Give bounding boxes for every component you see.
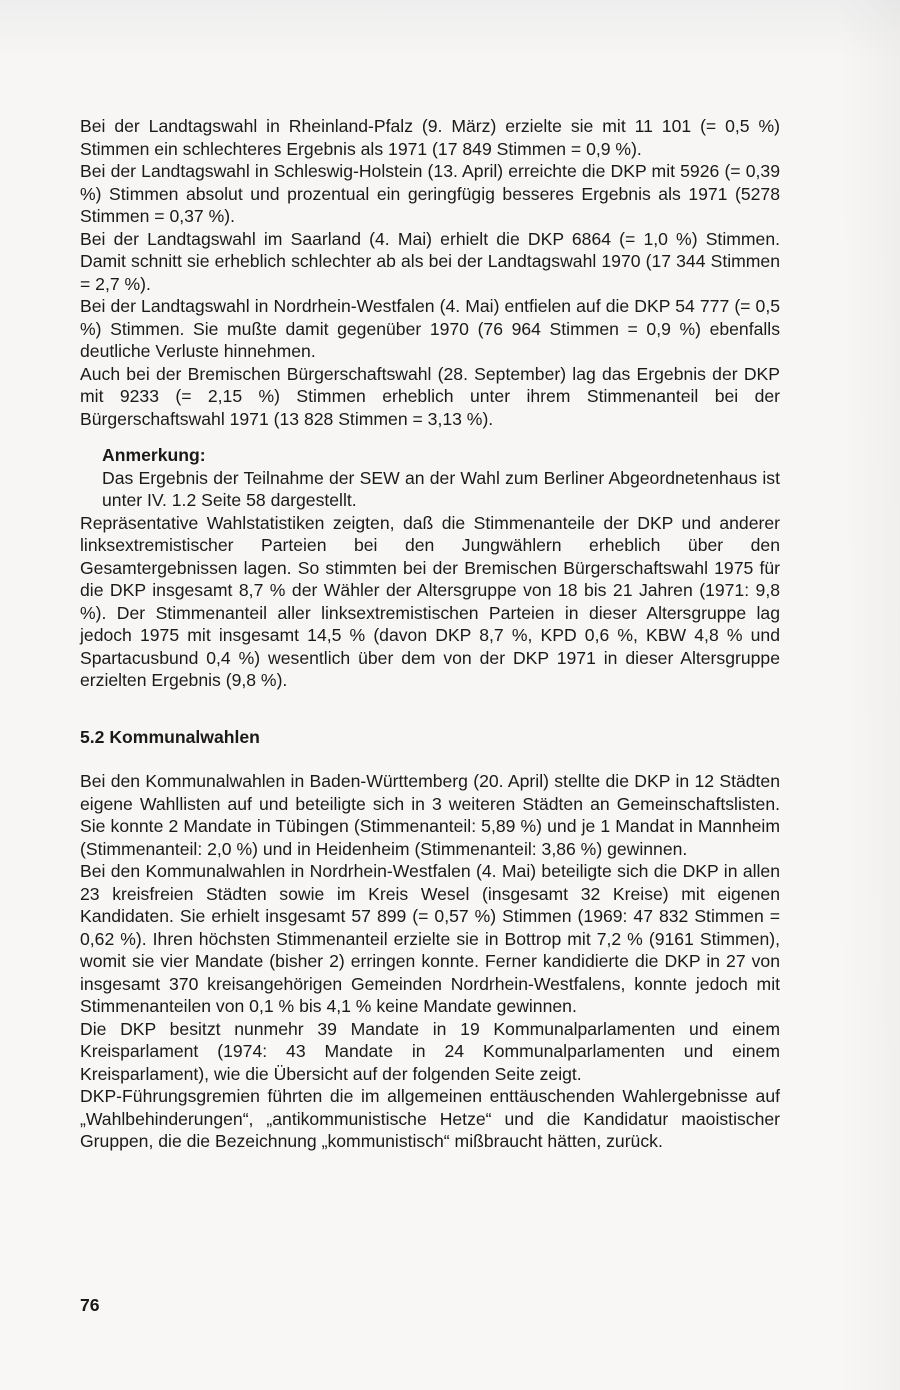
paragraph-fuehrungsgremien: DKP-Führungsgremien führten die im allgemeinen enttäuschenden Wahlergebnisse auf „Wahlbehinderungen“, „antikommunistische Hetze“ und die Kandidatur maoistischer Gruppen, die die Bezeichnung „kommunistisch“ mißbraucht hätten, zurück. — [80, 1086, 780, 1151]
note-text: Das Ergebnis der Teilnahme der SEW an der Wahl zum Berliner Abgeordnetenhaus ist unter IV. 1.2 Seite 58 dargestellt. — [102, 467, 780, 510]
section-heading: 5.2 Kommunalwahlen — [80, 726, 260, 747]
page-number: 76 — [80, 1295, 100, 1315]
paragraph-baden-wuerttemberg: Bei den Kommunalwahlen in Baden-Württemberg (20. April) stellte die DKP in 12 Städten eigene Wahllisten auf und beteiligte sich in 3 weiteren Städten an Gemeinschaftslisten. Sie konnte 2 Mandate in Tübingen (Stimmenanteil: 5,89 %) und je 1 Mandat in Mannheim (Stimmenanteil: 2,0 %) und in Heidenheim (Stimmenanteil: 3,86 %) gewinnen. — [80, 771, 780, 859]
scan-shadow — [840, 0, 900, 1390]
paragraph-nordrhein-westfalen: Bei der Landtagswahl in Nordrhein-Westfalen (4. Mai) entfielen auf die DKP 54 777 (= 0,5 %) Stimmen. Sie mußte damit gegenüber 1970 (76 964 Stimmen = 0,9 %) ebenfalls deutliche Verluste hinnehmen. — [80, 296, 780, 361]
paragraph-wahlstatistiken: Repräsentative Wahlstatistiken zeigten, daß die Stimmenanteile der DKP und anderer linksextremistischer Parteien bei den Jungwählern erheblich über den Gesamtergebnissen lagen. So stimmten bei der Bremischen Bürgerschaftswahl 1975 für die DKP insgesamt 8,7 % der Wähler der Altersgruppe von 18 bis 21 Jahren (1971: 9,8 %). Der Stimmenanteil aller linksextremistischen Parteien in dieser Altersgruppe lag jedoch 1975 mit insgesamt 14,5 % (davon DKP 8,7 %, KPD 0,6 %, KBW 4,8 % und Spartacusbund 0,4 %) wesentlich über dem von der DKP 1971 in dieser Altersgruppe erzielten Ergebnis (9,8 %). — [80, 512, 780, 690]
document-body — [80, 115, 780, 1153]
paragraph-bremen: Auch bei der Bremischen Bürgerschaftswahl (28. September) lag das Ergebnis der DKP mit 9233 (= 2,15 %) Stimmen erheblich unter ihrem Stimmenanteil bei der Bürgerschaftswahl 1971 (13 828 Stimmen = 3,13 %). — [80, 363, 780, 429]
note-title: Anmerkung: — [102, 445, 206, 465]
paragraph-rheinland-pfalz: Bei der Landtagswahl in Rheinland-Pfalz (9. März) erzielte sie mit 11 101 (= 0,5 %) Stimmen ein schlechteres Ergebnis als 1971 (17 849 Stimmen = 0,9 %). — [80, 116, 780, 159]
paragraph-saarland: Bei der Landtagswahl im Saarland (4. Mai) erhielt die DKP 6864 (= 1,0 %) Stimmen. Damit schnitt sie erheblich schlechter ab als bei der Landtagswahl 1970 (17 344 Stimmen = 2,7 %). — [80, 228, 780, 294]
paragraph-mandate: Die DKP besitzt nunmehr 39 Mandate in 19 Kommunalparlamenten und einem Kreisparlament (1974: 43 Mandate in 24 Kommunalparlamenten und einem Kreisparlament), wie die Übersicht auf der folgenden Seite zeigt. — [80, 1018, 780, 1084]
paragraph-schleswig-holstein: Bei der Landtagswahl in Schleswig-Holstein (13. April) erreichte die DKP mit 5926 (= 0,39 %) Stimmen absolut und prozentual ein geringfügig besseres Ergebnis als 1971 (5278 Stimmen = 0,37 %). — [80, 161, 780, 226]
paragraph-kommunal-nrw: Bei den Kommunalwahlen in Nordrhein-Westfalen (4. Mai) beteiligte sich die DKP in allen 23 kreisfreien Städten sowie im Kreis Wesel (insgesamt 32 Kreise) mit eigenen Kandidaten. Sie erhielt insgesamt 57 899 (= 0,57 %) Stimmen (1969: 47 832 Stimmen = 0,62 %). Ihren höchsten Stimmenanteil erzielte sie in Bottrop mit 7,2 % (9161 Stimmen), womit sie vier Mandate (bisher 2) erringen konnte. Ferner kandidierte die DKP in 27 von insgesamt 370 kreisangehörigen Gemeinden Nordrhein-Westfalens, konnte jedoch mit Stimmenanteilen von 0,1 % bis 4,1 % keine Mandate gewinnen. — [80, 861, 780, 1016]
note-block — [102, 444, 780, 512]
